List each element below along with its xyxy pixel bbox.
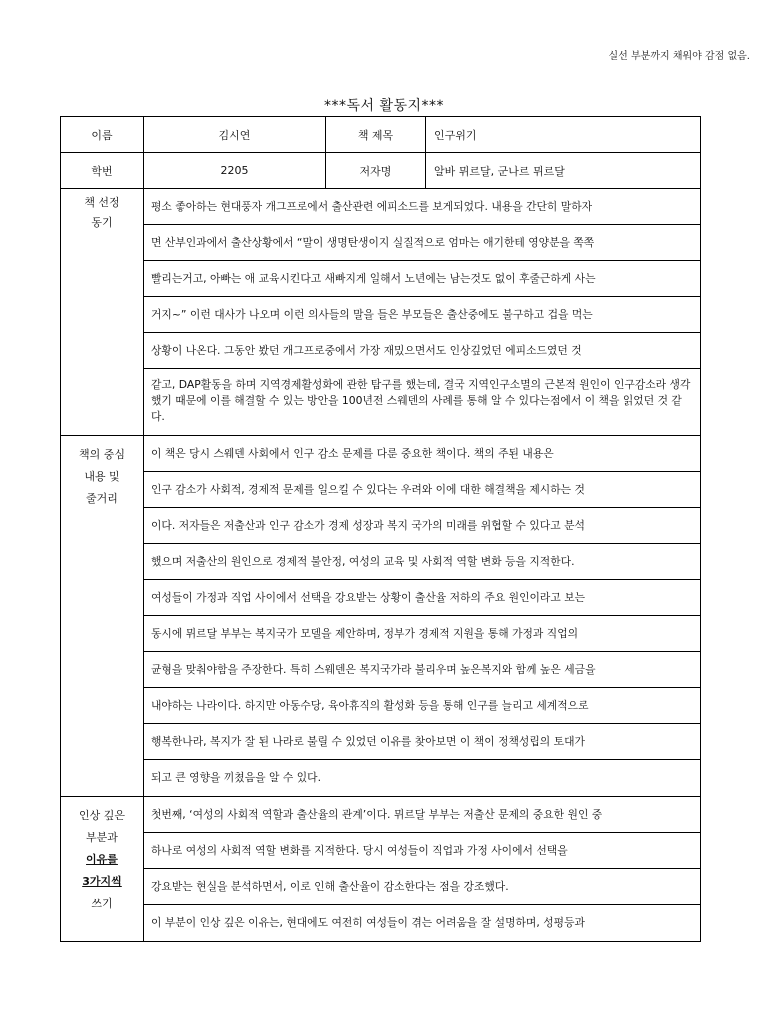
section-content xyxy=(144,189,701,436)
content-line: 면 산부인과에서 출산상황에서 “말이 생명탄생이지 실질적으로 엄마는 애기한테 영양분을 쪽쪽 xyxy=(144,225,700,261)
content-line: 균형을 맞춰야함을 주장한다. 특히 스웨덴은 복지국가라 불리우며 높은복지와 함께 높은 세금을 xyxy=(144,652,700,688)
content-line: 거지~” 이런 대사가 나오며 이런 의사들의 말을 들은 부모들은 출산중에도 불구하고 겁을 먹는 xyxy=(144,297,700,333)
scoring-note: 실선 부분까지 채워야 감점 없음. xyxy=(608,51,750,62)
content-line: 이다. 저자들은 저출산과 인구 감소가 경제 성장과 복지 국가의 미래를 위협할 수 있다고 분석 xyxy=(144,508,700,544)
book-title-value: 인구위기 xyxy=(426,117,701,153)
section-label-line: 인상 깊은 xyxy=(78,809,125,822)
content-line: 되고 큰 영향을 끼쳤음을 알 수 있다. xyxy=(151,771,322,784)
section-label-line: 줄거리 xyxy=(86,492,118,505)
section-label xyxy=(61,797,144,942)
section-label-line: 쓰기 xyxy=(91,897,113,910)
author-label: 저자명 xyxy=(326,153,426,189)
section-label-line: 내용 및 xyxy=(84,470,120,483)
section-label xyxy=(61,189,144,436)
content-line: 강요받는 현실을 분석하면서, 이로 인해 출산율이 감소한다는 점을 강조했다. xyxy=(144,869,700,905)
section-label xyxy=(61,436,144,797)
content-line: 평소 좋아하는 현대풍자 개그프로에서 출산관련 에피소드를 보게되었다. 내용을 간단히 말하자 xyxy=(144,189,700,225)
content-line: 내야하는 나라이다. 하지만 아동수당, 육아휴직의 활성화 등을 통해 인구를 늘리고 세계적으로 xyxy=(144,688,700,724)
content-line: 여성들이 가정과 직업 사이에서 선택을 강요받는 상황이 출산율 저하의 주요 원인이라고 보는 xyxy=(144,580,700,616)
section-impressive-parts xyxy=(61,797,701,942)
content-line: 인구 감소가 사회적, 경제적 문제를 일으킬 수 있다는 우려와 이에 대한 해결책을 제시하는 것 xyxy=(144,472,700,508)
book-title-label: 책 제목 xyxy=(326,117,426,153)
content-line: 했으며 저출산의 원인으로 경제적 불안정, 여성의 교육 및 사회적 역할 변화 등을 지적한다. xyxy=(144,544,700,580)
content-line: 이 부분이 인상 깊은 이유는, 현대에도 여전히 여성들이 겪는 어려움을 잘 설명하며, 성평등과 xyxy=(151,916,585,929)
content-line: 이 책은 당시 스웨덴 사회에서 인구 감소 문제를 다룬 중요한 책이다. 책의 주된 내용은 xyxy=(144,436,700,472)
page-title: ***독서 활동지*** xyxy=(323,98,445,114)
content-line: 빨리는거고, 아빠는 애 교육시킨다고 새빠지게 일해서 노년에는 남는것도 없이 후줄근하게 사는 xyxy=(144,261,700,297)
author-value: 알바 뮈르달, 군나르 뮈르달 xyxy=(426,153,701,189)
name-label: 이름 xyxy=(61,117,144,153)
section-label-line: 책의 중심 xyxy=(78,448,125,461)
name-value: 김시연 xyxy=(144,117,326,153)
section-label-line: 동기 xyxy=(91,216,113,229)
section-content xyxy=(144,797,701,942)
student-id-label: 학번 xyxy=(61,153,144,189)
content-line: 상황이 나온다. 그동안 봤던 개그프로중에서 가장 재밌으면서도 인상깊었던 에피소드였던 것 xyxy=(144,333,700,369)
section-selection-reason xyxy=(61,189,701,436)
student-id-value: 2205 xyxy=(144,153,326,189)
section-label-line: 책 선정 xyxy=(84,196,120,209)
content-line: 행복한나라, 복지가 잘 된 나라로 불릴 수 있었던 이유를 찾아보면 이 책이 정책성립의 토대가 xyxy=(144,724,700,760)
section-content xyxy=(144,436,701,797)
reading-activity-sheet xyxy=(60,116,701,942)
content-line: 같고, DAP활동을 하며 지역경제활성화에 관한 탐구를 했는데, 결국 지역인구소멸의 근본적 원인이 인구감소라 생각했기 때문에 이를 해결할 수 있는 방안을 100년전 스웨덴의 사례를 통해 알 수 있다는점에서 이 책을 읽었던 것 같다. xyxy=(151,378,691,423)
content-line: 하나로 여성의 사회적 역할 변화를 지적한다. 당시 여성들이 직업과 가정 사이에서 선택을 xyxy=(144,833,700,869)
section-main-content xyxy=(61,436,701,797)
content-line: 첫번째, ‘여성의 사회적 역할과 출산율의 관계’이다. 뮈르달 부부는 저출산 문제의 중요한 원인 중 xyxy=(144,797,700,833)
header-row-1 xyxy=(61,117,701,153)
header-row-2 xyxy=(61,153,701,189)
content-line: 동시에 뮈르달 부부는 복지국가 모델을 제안하며, 정부가 경제적 지원을 통해 가정과 직업의 xyxy=(144,616,700,652)
section-label-line: 이유를 xyxy=(86,853,118,866)
section-label-line: 부분과 xyxy=(86,831,118,844)
section-label-line: 3가지씩 xyxy=(82,875,122,888)
